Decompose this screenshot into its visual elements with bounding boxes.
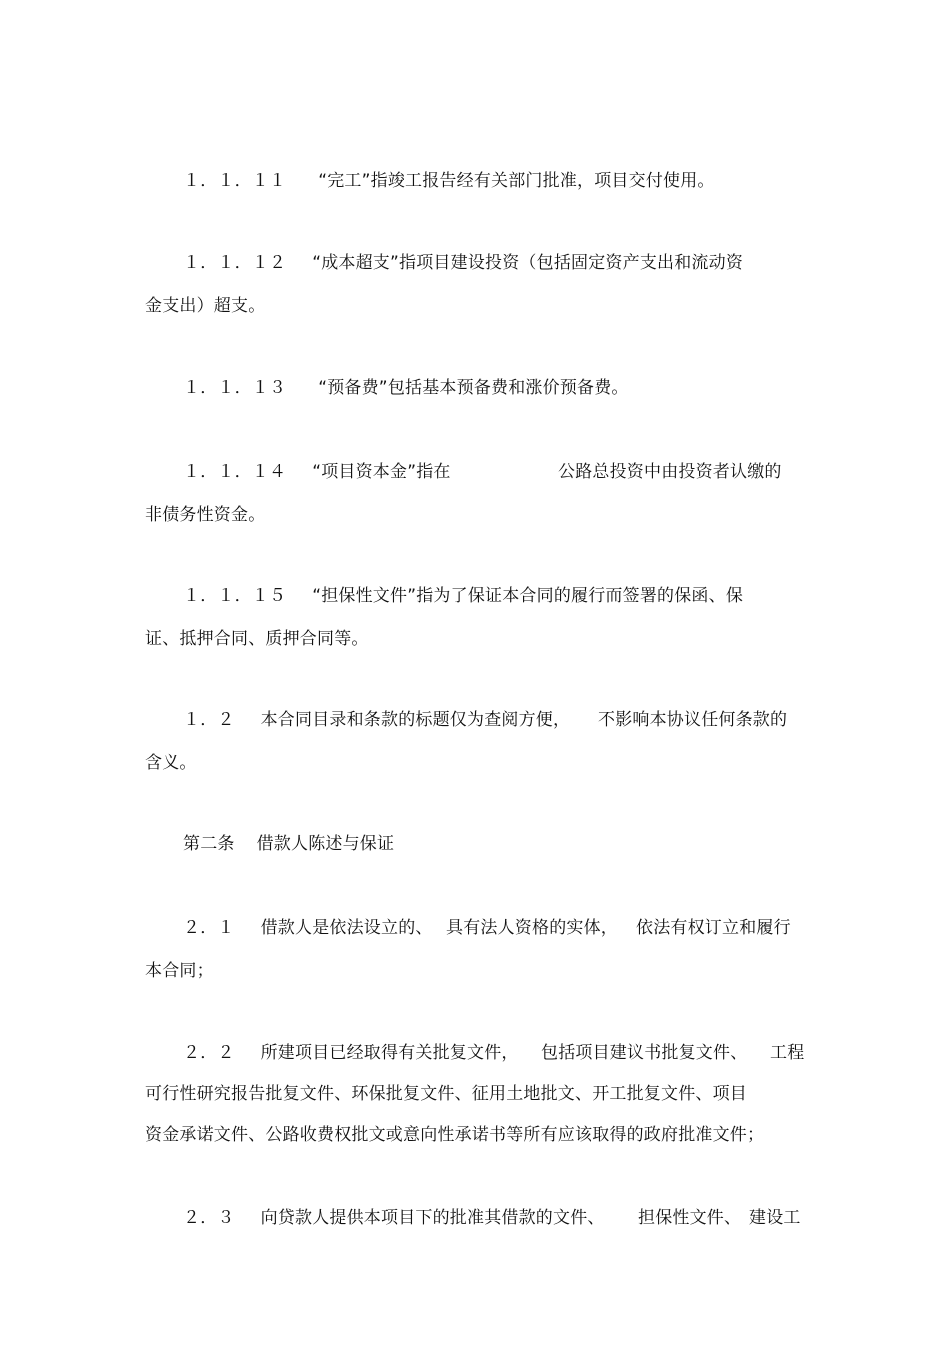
clause-text: “成本超支”指项目建设投资（包括固定资产支出和流动资	[312, 253, 744, 273]
clause-2-1-continuation: 本合同；	[145, 961, 214, 981]
clause-2-2-text-b: 包括项目建议书批复文件、	[541, 1043, 748, 1063]
clause-2-3-text-c: 建设工	[749, 1208, 801, 1228]
clause-number: １．２	[183, 710, 235, 730]
clause-number: ２．２	[183, 1043, 235, 1063]
clause-text: 向贷款人提供本项目下的批准其借款的文件、	[260, 1208, 605, 1228]
clause-1-1-14-text-b: 公路总投资中由投资者认缴的	[558, 462, 782, 482]
clause-1-1-13	[183, 377, 629, 399]
clause-1-1-15	[183, 585, 743, 607]
clause-number: １．１．１５	[183, 586, 287, 606]
clause-1-1-12	[183, 252, 743, 274]
clause-2-2-text-c: 工程	[770, 1043, 805, 1063]
clause-text: “担保性文件”指为了保证本合同的履行而签署的保函、保	[312, 586, 744, 606]
clause-1-1-11	[183, 170, 715, 192]
clause-1-1-15-continuation: 证、抵押合同、质押合同等。	[145, 629, 369, 649]
clause-text: 本合同目录和条款的标题仅为查阅方便，	[260, 710, 571, 730]
clause-text: 所建项目已经取得有关批复文件，	[260, 1043, 519, 1063]
article-number: 第二条	[183, 834, 235, 854]
clause-number: ２．１	[183, 918, 235, 938]
clause-1-2-text-b: 不影响本协议任何条款的	[598, 710, 788, 730]
clause-text: 借款人是依法设立的、	[260, 918, 433, 938]
clause-1-1-14-continuation: 非债务性资金。	[145, 505, 266, 525]
clause-2-2	[183, 1042, 519, 1064]
clause-2-1-text-c: 依法有权订立和履行	[636, 918, 791, 938]
clause-2-3-text-b: 担保性文件、	[638, 1208, 742, 1228]
clause-1-2	[183, 709, 570, 731]
clause-2-1-text-b: 具有法人资格的实体，	[446, 918, 618, 938]
clause-text: “预备费”包括基本预备费和涨价预备费。	[318, 378, 629, 398]
clause-text: “完工”指竣工报告经有关部门批准，项目交付使用。	[318, 171, 715, 191]
article-title: 借款人陈述与保证	[256, 834, 395, 854]
clause-1-1-12-continuation: 金支出）超支。	[145, 296, 266, 316]
clause-2-2-line-3: 资金承诺文件、公路收费权批文或意向性承诺书等所有应该取得的政府批准文件；	[145, 1125, 765, 1145]
clause-2-2-line-2: 可行性研究报告批复文件、环保批复文件、征用土地批文、开工批复文件、项目	[145, 1084, 747, 1104]
clause-1-2-continuation: 含义。	[145, 753, 197, 773]
clause-1-1-14	[183, 461, 451, 483]
clause-number: １．１．１４	[183, 462, 287, 482]
clause-2-1	[183, 917, 433, 939]
clause-2-3	[183, 1207, 605, 1229]
article-2-heading	[183, 833, 394, 855]
clause-number: ２．３	[183, 1208, 235, 1228]
clause-number: １．１．１２	[183, 253, 287, 273]
clause-text: “项目资本金”指在	[312, 462, 451, 482]
clause-number: １．１．１１	[183, 171, 287, 191]
clause-number: １．１．１３	[183, 378, 287, 398]
